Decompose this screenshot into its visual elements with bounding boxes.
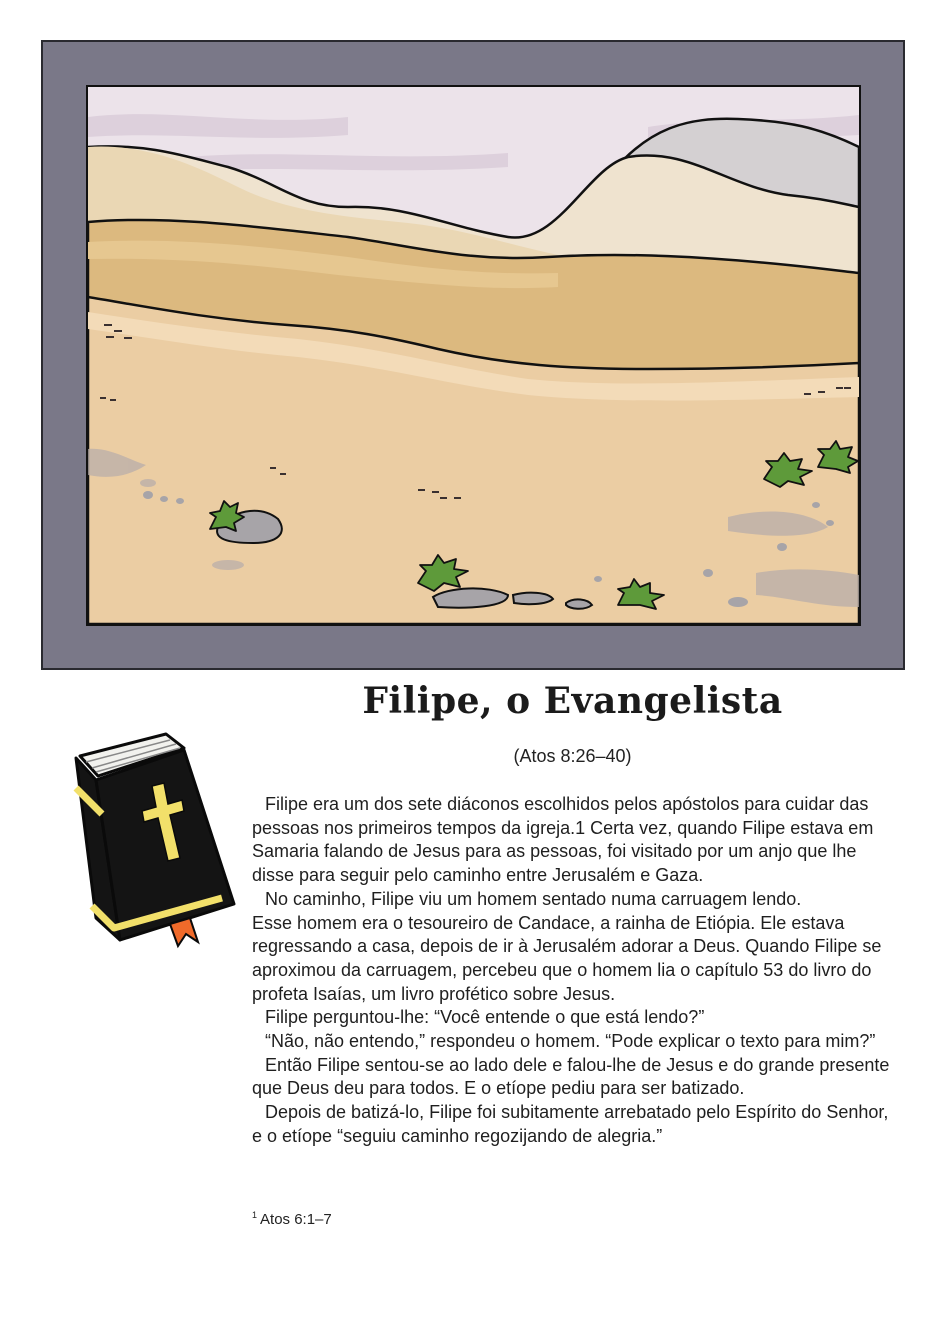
desert-illustration: [86, 85, 861, 626]
paragraph-3: Esse homem era o tesoureiro de Candace, a rainha de Etiópia. Ele estava regressando a casa, depois de ir à Jerusalém adorar a Deus. Quando Filipe se aproximou da carruagem, percebeu que o homem lia o capítulo 53 do livro do profeta Isaías, um livro profético sobre Jesus.: [252, 912, 882, 1004]
bible-book: [76, 734, 234, 940]
paragraph-2: No caminho, Filipe viu um homem sentado numa carruagem lendo.: [265, 888, 802, 909]
paragraph-4: Filipe perguntou-lhe: “Você entende o que está lendo?”: [265, 1007, 705, 1028]
story-text: [252, 793, 892, 1149]
paragraph-5: “Não, não entendo,” respondeu o homem. “Pode explicar o texto para mim?”: [265, 1031, 876, 1052]
bible-icon: [62, 728, 246, 952]
footnote-mark: 1: [252, 1210, 258, 1220]
bookmark-icon: [170, 918, 198, 946]
paragraph-7: Depois de batizá-lo, Filipe foi subitamente arrebatado pelo Espírito do Senhor, e o etíope “seguiu caminho regozijando de alegria.”: [252, 1102, 889, 1146]
footnote: [252, 1210, 332, 1228]
footnote-text: Atos 6:1–7: [260, 1211, 332, 1228]
page-title: Filipe, o Evangelista: [362, 680, 783, 722]
paragraph-1: Filipe era um dos sete diáconos escolhidos pelos apóstolos para cuidar das pessoas nos primeiros tempos da igreja.1 Certa vez, quando Filipe estava em Samaria falando de Jesus para as pessoas, foi visitado por um anjo que lhe disse para seguir pelo caminho entre Jerusalém e Gaza.: [252, 794, 874, 886]
scripture-reference: (Atos 8:26–40): [513, 746, 632, 766]
paragraph-6: Então Filipe sentou-se ao lado dele e falou-lhe de Jesus e do grande presente que Deus deu para todos. E o etíope pediu para ser batizado.: [252, 1054, 890, 1099]
